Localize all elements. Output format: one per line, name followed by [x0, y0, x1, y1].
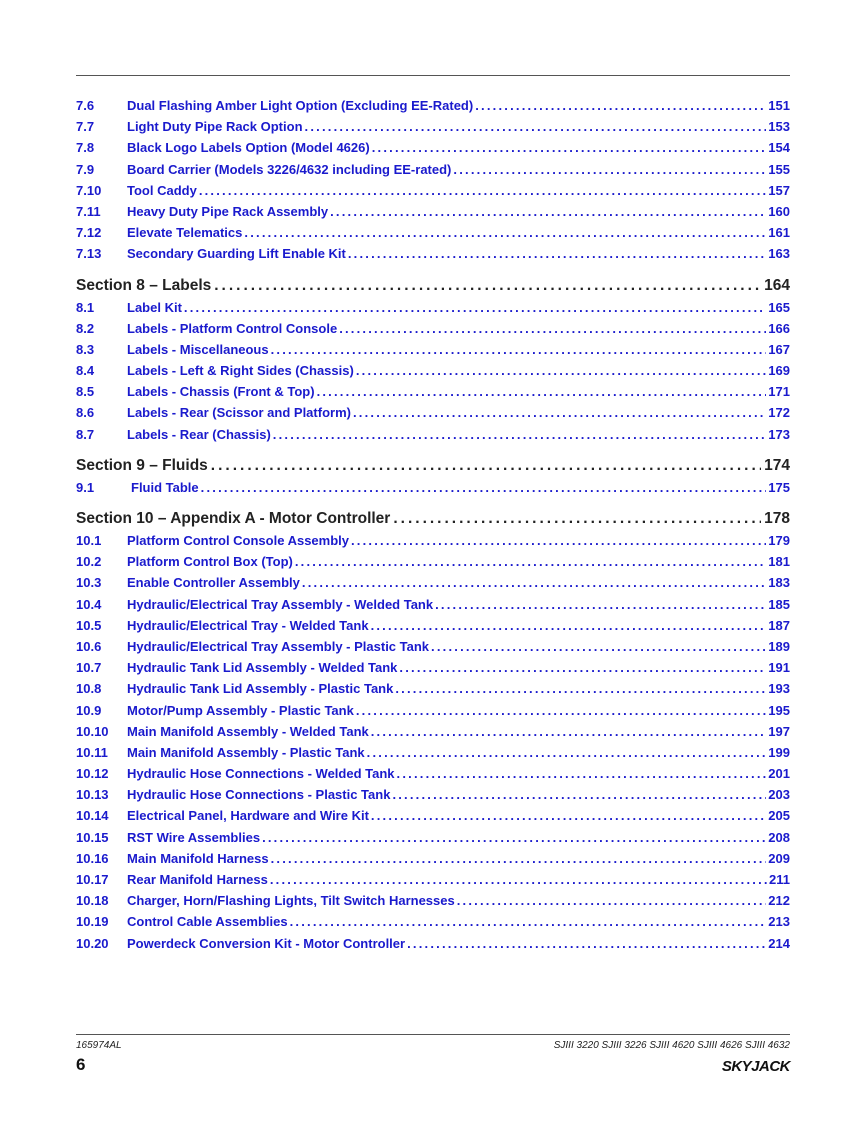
entry-page: 193 [768, 681, 790, 697]
toc-group [76, 95, 790, 265]
entry-number: 10.7 [76, 660, 102, 676]
entry-title: Hydraulic Hose Connections - Welded Tank [127, 766, 395, 782]
dot-leader [330, 201, 766, 222]
dot-leader [435, 594, 766, 615]
dot-leader [371, 721, 767, 742]
dot-leader [214, 275, 761, 297]
entry-number: 7.11 [76, 203, 101, 219]
entry-page: 160 [768, 203, 790, 219]
entry-number: 10.18 [76, 893, 109, 909]
dot-leader [407, 933, 766, 954]
entry-number: 10.12 [76, 766, 109, 782]
entry-page: 201 [768, 766, 790, 782]
dot-leader [305, 116, 767, 137]
dot-leader [372, 137, 767, 158]
entry-number: 10.19 [76, 914, 109, 930]
entry-number: 10.11 [76, 744, 108, 760]
entry-page: 181 [768, 554, 790, 570]
entry-number: 7.8 [76, 140, 95, 156]
entry-number: 10.20 [76, 935, 109, 951]
toc-group [76, 508, 790, 954]
entry-title: Hydraulic/Electrical Tray Assembly - Plastic Tank [127, 638, 430, 654]
entry-page: 154 [768, 140, 790, 156]
footer-rule [76, 1034, 790, 1035]
entry-page: 157 [768, 182, 790, 198]
dot-leader [367, 742, 767, 763]
entry-number: 10.16 [76, 850, 109, 866]
entry-number: 10.4 [76, 596, 102, 612]
toc-entry[interactable] [76, 477, 790, 498]
entry-title: Electrical Panel, Hardware and Wire Kit [127, 808, 369, 824]
toc-entry[interactable] [76, 530, 790, 551]
entry-number: 10.1 [76, 533, 102, 548]
entry-number: 10.8 [76, 681, 102, 697]
entry-title: Elevate Telematics [127, 225, 243, 241]
entry-number: 8.5 [76, 384, 95, 400]
entry-title: Hydraulic/Electrical Tray Assembly - Welded Tank [127, 596, 434, 612]
entry-number: 10.13 [76, 787, 109, 803]
section-page: 164 [764, 276, 790, 294]
entry-page: 167 [768, 341, 790, 357]
entry-number: 10.15 [76, 829, 109, 845]
dot-leader [353, 402, 766, 423]
entry-title: Heavy Duty Pipe Rack Assembly [127, 203, 329, 219]
toc-entry[interactable] [76, 360, 790, 381]
entry-number: 10.17 [76, 872, 109, 887]
dot-leader [271, 339, 767, 360]
entry-page: 195 [768, 702, 790, 718]
entry-title: RST Wire Assemblies [127, 829, 261, 845]
entry-page: 214 [768, 935, 790, 951]
entry-page: 203 [768, 787, 790, 803]
toc-entry[interactable] [76, 700, 790, 721]
dot-leader [457, 890, 767, 911]
entry-page: 161 [768, 225, 790, 241]
toc-entry[interactable] [76, 742, 790, 763]
toc-entry[interactable] [76, 116, 790, 137]
dot-leader [397, 763, 767, 784]
toc-entry[interactable] [76, 678, 790, 699]
toc-entry[interactable] [76, 911, 790, 932]
toc-entry[interactable] [76, 848, 790, 869]
toc-entry[interactable] [76, 201, 790, 222]
dot-leader [262, 827, 766, 848]
entry-number: 7.7 [76, 119, 95, 135]
entry-page: 183 [768, 575, 790, 591]
dot-leader [399, 657, 766, 678]
dot-leader [475, 95, 766, 116]
entry-number: 8.6 [76, 405, 95, 421]
entry-page: 191 [768, 660, 790, 676]
entry-title: Labels - Left & Right Sides (Chassis) [127, 363, 354, 379]
toc-entry[interactable] [76, 805, 790, 826]
entry-page: 179 [768, 533, 790, 548]
entry-title: Hydraulic Tank Lid Assembly - Welded Tank [127, 660, 398, 676]
entry-page: 187 [768, 617, 790, 633]
entry-title: Main Manifold Assembly - Plastic Tank [127, 744, 365, 760]
entry-title: Platform Control Box (Top) [127, 554, 293, 570]
toc-entry[interactable] [76, 636, 790, 657]
entry-title: Labels - Platform Control Console [127, 320, 338, 336]
entry-title: Board Carrier (Models 3226/4632 including EE-rated) [127, 161, 452, 177]
entry-page: 166 [768, 320, 790, 336]
entry-title: Enable Controller Assembly [127, 575, 300, 591]
dot-leader [271, 848, 767, 869]
entry-title: Hydraulic Hose Connections - Plastic Tank [127, 787, 391, 803]
toc-entry[interactable] [76, 657, 790, 678]
toc-entry[interactable] [76, 381, 790, 402]
dot-leader [395, 678, 766, 699]
entry-page: 151 [768, 98, 790, 113]
toc-entry[interactable] [76, 424, 790, 445]
entry-title: Powerdeck Conversion Kit - Motor Controller [127, 935, 406, 951]
entry-title: Motor/Pump Assembly - Plastic Tank [127, 702, 354, 718]
toc-entry[interactable] [76, 137, 790, 158]
entry-page: 171 [768, 384, 790, 400]
entry-page: 212 [768, 893, 790, 909]
entry-title: Dual Flashing Amber Light Option (Excluding EE-Rated) [127, 98, 474, 113]
section-title: Section 8 – Labels [76, 276, 212, 294]
toc-entry[interactable] [76, 180, 790, 201]
dot-leader [244, 222, 766, 243]
entry-page: 169 [768, 363, 790, 379]
dot-leader [199, 180, 766, 201]
dot-leader [356, 700, 766, 721]
entry-number: 8.3 [76, 341, 95, 357]
dot-leader [290, 911, 767, 932]
toc-entry[interactable] [76, 721, 790, 742]
entry-page: 197 [768, 723, 790, 739]
toc-group [76, 275, 790, 445]
entry-title: Tool Caddy [127, 182, 197, 198]
dot-leader [339, 318, 766, 339]
model-list: SJIII 3220 SJIII 3226 SJIII 4620 SJIII 4626 SJIII 4632 [553, 1040, 790, 1051]
entry-title: Control Cable Assemblies [127, 914, 288, 930]
dot-leader [431, 636, 766, 657]
dot-leader [453, 159, 766, 180]
entry-title: Light Duty Pipe Rack Option [127, 119, 303, 135]
entry-number: 7.13 [76, 246, 102, 262]
toc-entry[interactable] [76, 890, 790, 911]
entry-title: Labels - Rear (Scissor and Platform) [127, 405, 351, 421]
entry-title: Main Manifold Harness [127, 850, 269, 866]
dot-leader [356, 360, 766, 381]
entry-title: Labels - Chassis (Front & Top) [127, 384, 315, 400]
entry-title: Hydraulic Tank Lid Assembly - Plastic Tank [127, 681, 394, 697]
entry-page: 199 [768, 744, 790, 760]
dot-leader [302, 572, 766, 593]
dot-leader [348, 243, 766, 264]
toc-entry[interactable] [76, 933, 790, 954]
section-heading[interactable] [76, 508, 790, 530]
entry-number: 7.9 [76, 161, 95, 177]
section-page: 174 [764, 456, 790, 474]
entry-title: Hydraulic/Electrical Tray - Welded Tank [127, 617, 369, 633]
entry-page: 163 [768, 246, 790, 262]
toc-entry[interactable] [76, 551, 790, 572]
entry-title: Label Kit [127, 299, 182, 315]
toc-entry[interactable] [76, 402, 790, 423]
entry-page: 189 [768, 638, 790, 654]
toc-entry[interactable] [76, 784, 790, 805]
entry-page: 172 [768, 405, 790, 421]
entry-number: 9.1 [76, 479, 95, 495]
section-heading[interactable] [76, 275, 790, 297]
entry-title: Rear Manifold Harness [127, 872, 268, 887]
toc-entry[interactable] [76, 243, 790, 264]
entry-page: 155 [768, 161, 790, 177]
entry-number: 8.2 [76, 320, 95, 336]
dot-leader [371, 805, 766, 826]
toc-entry[interactable] [76, 159, 790, 180]
entry-page: 153 [768, 119, 790, 135]
section-title: Section 10 – Appendix A - Motor Controller [76, 510, 391, 527]
entry-title: Labels - Miscellaneous [127, 341, 269, 357]
entry-title: Fluid Table [131, 479, 199, 495]
dot-leader [317, 381, 767, 402]
toc-entry[interactable] [76, 222, 790, 243]
entry-title: Main Manifold Assembly - Welded Tank [127, 723, 369, 739]
entry-page: 185 [768, 596, 790, 612]
dot-leader [270, 869, 767, 890]
entry-title: Labels - Rear (Chassis) [127, 426, 271, 442]
entry-page: 175 [768, 479, 790, 495]
toc-entry[interactable] [76, 763, 790, 784]
dot-leader [392, 784, 766, 805]
entry-title: Secondary Guarding Lift Enable Kit [127, 246, 346, 262]
dot-leader [184, 297, 766, 318]
section-page: 178 [764, 510, 790, 527]
entry-number: 10.5 [76, 617, 102, 633]
toc-entry[interactable] [76, 572, 790, 593]
entry-title: Charger, Horn/Flashing Lights, Tilt Switch Harnesses [127, 893, 455, 909]
toc-entry[interactable] [76, 594, 790, 615]
section-heading[interactable] [76, 455, 790, 477]
entry-page: 173 [768, 426, 790, 442]
toc-entry[interactable] [76, 869, 790, 890]
entry-number: 8.7 [76, 426, 95, 442]
entry-number: 10.2 [76, 554, 102, 570]
entry-title: Black Logo Labels Option (Model 4626) [127, 140, 370, 156]
dot-leader [371, 615, 767, 636]
entry-number: 7.12 [76, 225, 102, 241]
toc-entry[interactable] [76, 95, 790, 116]
entry-page: 205 [768, 808, 790, 824]
dot-leader [295, 551, 766, 572]
entry-number: 10.3 [76, 575, 102, 591]
toc-entry[interactable] [76, 339, 790, 360]
header-rule [76, 75, 790, 76]
entry-number: 8.4 [76, 363, 95, 379]
entry-number: 7.10 [76, 182, 102, 198]
entry-number: 10.14 [76, 808, 109, 824]
dot-leader [393, 508, 761, 530]
entry-page: 213 [768, 914, 790, 930]
toc-group [76, 455, 790, 498]
entry-number: 8.1 [76, 299, 95, 315]
toc-entry[interactable] [76, 827, 790, 848]
page-number: 6 [76, 1055, 86, 1074]
section-title: Section 9 – Fluids [76, 456, 208, 474]
skyjack-logo: SKYJACK [721, 1058, 790, 1075]
entry-page: 208 [768, 829, 790, 845]
entry-page: 165 [768, 299, 790, 315]
entry-page: 211 [769, 872, 790, 887]
dot-leader [351, 530, 766, 551]
toc-entry[interactable] [76, 297, 790, 318]
entry-number: 10.10 [76, 723, 109, 739]
document-code: 165974AL [76, 1040, 122, 1051]
dot-leader [201, 477, 767, 498]
entry-page: 209 [768, 850, 790, 866]
entry-number: 10.6 [76, 638, 102, 654]
dot-leader [273, 424, 767, 445]
entry-number: 10.9 [76, 702, 102, 718]
toc-entry[interactable] [76, 318, 790, 339]
toc-entry[interactable] [76, 615, 790, 636]
entry-title: Platform Control Console Assembly [127, 533, 349, 548]
table-of-contents [76, 95, 790, 954]
dot-leader [211, 455, 761, 477]
entry-number: 7.6 [76, 98, 95, 113]
